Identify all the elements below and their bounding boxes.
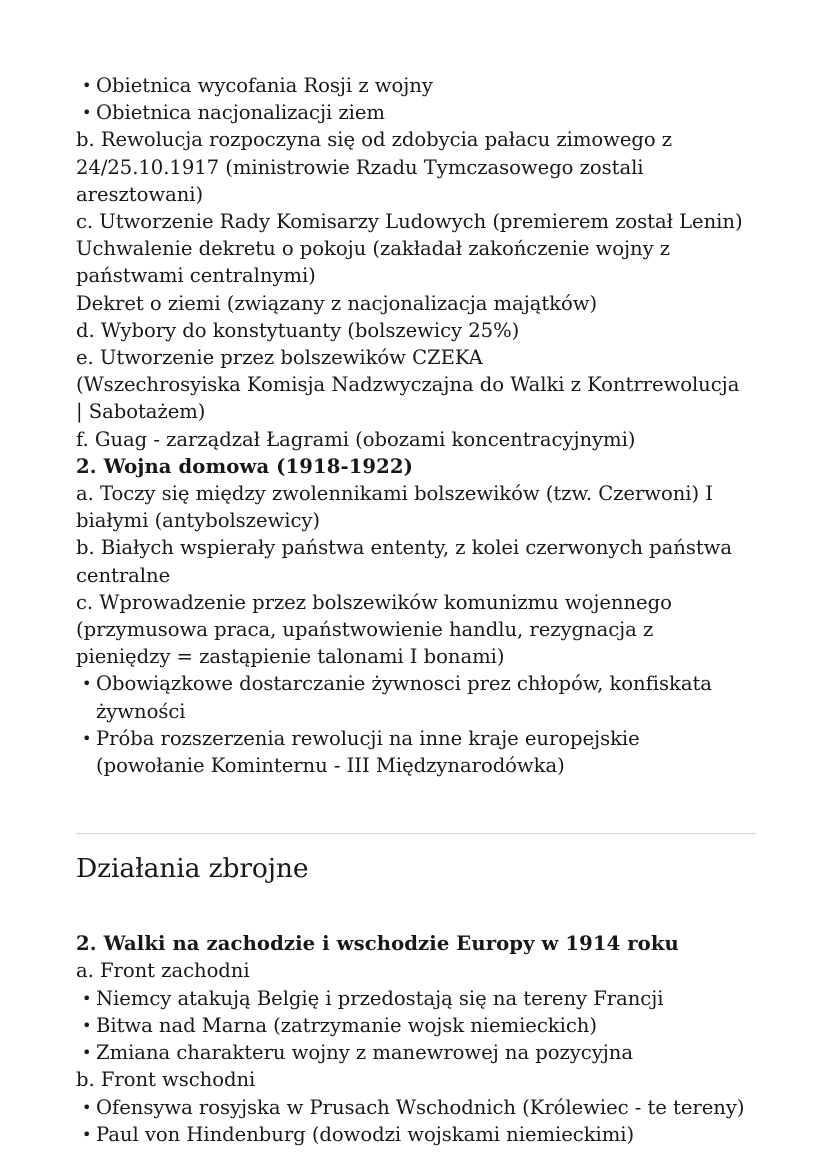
- dzialania-bullet-item: [76, 1012, 752, 1039]
- bullet-item-label: Paul von Hindenburg (dowodzi wojskami niemieckimi): [96, 1122, 635, 1146]
- bullet-item-label: Obietnica wycofania Rosji z wojny: [96, 74, 433, 97]
- notes-block-revolution: [76, 72, 752, 779]
- dzialania-bullet-item: [76, 985, 752, 1012]
- bullet-icon: •: [82, 1015, 92, 1035]
- bullet-icon: •: [82, 728, 92, 748]
- revolution-text-line: (Wszechrosyiska Komisja Nadzwyczajna do Walki z Kontrrewolucja | Sabotażem): [76, 373, 740, 424]
- revolution-text-line: b. Białych wspierały państwa ententy, z kolei czerwonych państwa centralne: [76, 536, 733, 587]
- bullet-item-label: Ofensywa rosyjska w Prusach Wschodnich (Królewiec - te tereny): [96, 1095, 745, 1119]
- bullet-icon: •: [82, 76, 92, 95]
- bullet-item-label: Niemcy atakują Belgię i przedostają się na tereny Francji: [96, 986, 664, 1010]
- revolution-bullet-item: [76, 99, 752, 126]
- dzialania-text-line: b. Front wschodni: [76, 1068, 256, 1092]
- bullet-icon: •: [82, 1124, 92, 1144]
- dzialania-bullet-item: [76, 1094, 752, 1121]
- dzialania-text-line: a. Front zachodni: [76, 959, 250, 983]
- revolution-bullet-item: [76, 670, 752, 724]
- bullet-icon: •: [82, 1097, 92, 1117]
- revolution-text-line: c. Wprowadzenie przez bolszewików komunizmu wojennego (przymusowa praca, upaństwowienie handlu, rezygnacja z pieniędzy = zastąpienie talonami I bonami): [76, 590, 672, 669]
- spacer-above-divider: [76, 779, 752, 833]
- section-heading-dzialania-zbrojne: Działania zbrojne: [76, 853, 309, 885]
- notes-block-dzialania-zbrojne: [76, 930, 752, 1148]
- bullet-icon: •: [82, 103, 92, 123]
- revolution-text-line: c. Utworzenie Rady Komisarzy Ludowych (premierem został Lenin): [76, 210, 743, 234]
- dzialania-bullet-item: [76, 1121, 752, 1148]
- bullet-icon: •: [82, 1043, 92, 1063]
- bullet-icon: •: [82, 674, 92, 694]
- revolution-text-line: b. Rewolucja rozpoczyna się od zdobycia pałacu zimowego z 24/25.10.1917 (ministrowie Rzadu Tymczasowego zostali aresztowani): [76, 128, 673, 206]
- bullet-item-label: Obowiązkowe dostarczanie żywnosci prez chłopów, konfiskata żywności: [96, 672, 712, 723]
- revolution-text-line: d. Wybory do konstytuanty (bolszewicy 25%): [76, 318, 520, 342]
- revolution-bullet-item: [76, 72, 752, 99]
- revolution-subheading: 2. Wojna domowa (1918-1922): [76, 454, 413, 478]
- bullet-item-label: Obietnica nacjonalizacji ziem: [96, 101, 385, 125]
- revolution-text-line: Uchwalenie dekretu o pokoju (zakładał zakończenie wojny z państwami centralnymi): [76, 237, 671, 288]
- bullet-item-label: Bitwa nad Marna (zatrzymanie wojsk niemieckich): [96, 1013, 597, 1037]
- bullet-item-label: Zmiana charakteru wojny z manewrowej na pozycyjna: [96, 1041, 633, 1065]
- bullet-icon: •: [82, 988, 92, 1008]
- revolution-text-line: a. Toczy się między zwolennikami bolszewików (tzw. Czerwoni) I białymi (antybolszewicy): [76, 482, 713, 533]
- revolution-text-line: f. Guag - zarządzał Łagrami (obozami koncentracyjnymi): [76, 427, 636, 451]
- revolution-text-line: Dekret o ziemi (związany z nacjonalizacja majątków): [76, 291, 598, 315]
- bullet-item-label: Próba rozszerzenia rewolucji na inne kraje europejskie (powołanie Kominternu - III Międzynarodówka): [96, 726, 640, 778]
- dzialania-subheading: 2. Walki na zachodzie i wschodzie Europy w 1914 roku: [76, 932, 679, 956]
- spacer-below-heading: [76, 886, 752, 930]
- revolution-text-line: e. Utworzenie przez bolszewików CZEKA: [76, 346, 483, 370]
- revolution-bullet-item: [76, 725, 752, 779]
- spacer-below-divider: [76, 834, 752, 852]
- dzialania-bullet-item: [76, 1039, 752, 1066]
